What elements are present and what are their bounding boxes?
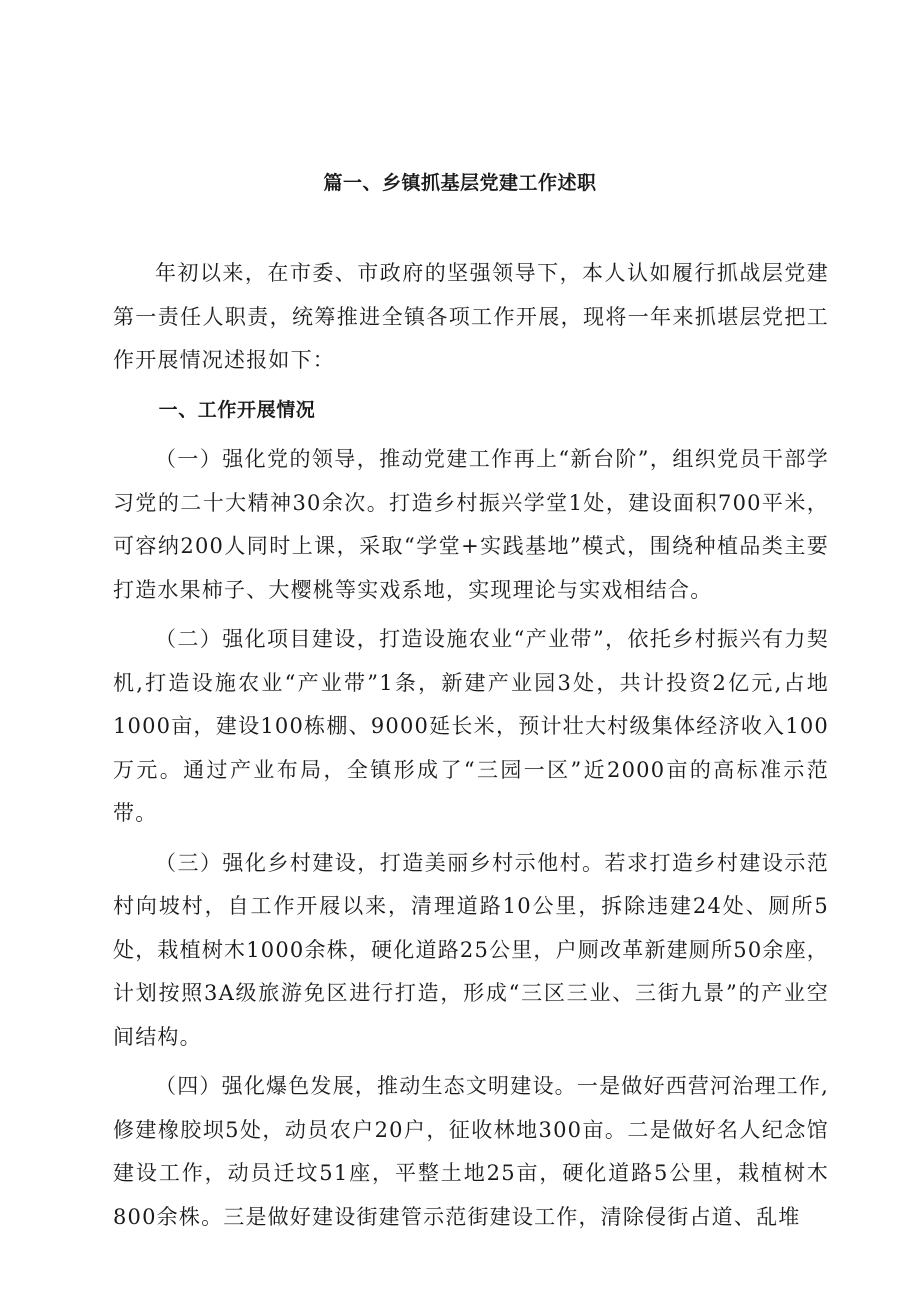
- paragraph-3: （三）强化乡村建设，打造美丽乡村示他村。若求打造乡村建设示范村向坡村，自工作开屐以来，清理道路10公里，拆除违建24处、厕所5处，栽植树木1000余株，硬化道路25公里，户厕改革新建厕所50余座，计划按照3A级旅游免区进行打造，形成“三区三业、三街九景”的产业空间结构。: [113, 850, 829, 1049]
- paragraph-1: （一）强化党的领导，推动党建工作再上“新台阶”，组织党员干部学习党的二十大精神30余次。打造乡村振兴学堂1处，建设面积700平米，可容纳200人同时上课，采取“学堂+实践基地”模式，围绕种植品类主要打造水果柿子、大樱桃等实戏系地，实现理论与实戏相结合。: [113, 447, 829, 602]
- intro-paragraph: 年初以来，在市委、市政府的坚强领导下，本人认如履行抓战层党建第一责任人职责，统筹推进全镇各项工作开展，现将一年来抓堪层党把工作开展情况述报如下：: [113, 261, 829, 372]
- section-heading: 一、工作开展情况: [158, 398, 316, 421]
- paragraph-2: （二）强化项目建设，打造设施农业“产业带”，依托乡村振兴有力契机,打造设施农业“产业带”1条，新建产业园3处，共计投资2亿元,占地1000亩，建设100栋棚、9000延长米，预计壮大村级集体经济收入100万元。通过产业布局，全镇形成了“三园一区”近2000亩的高标准示范带。: [113, 627, 829, 825]
- document-title: 篇一、乡镇抓基层党建工作述职: [323, 172, 597, 194]
- document-body: [113, 252, 829, 1239]
- paragraph-4: （四）强化爆色发展，推动生态文明建设。一是做好西营河治理工作,修建橡胶坝5处，动员农户20户，征收林地300亩。二是做好名人纪念馆建设工作，动员迁坟51座，平整土地25亩，硬化道路5公里，栽植树木800余株。三是做好建设街建管示范街建设工作，清除侵街占道、乱堆: [113, 1074, 829, 1229]
